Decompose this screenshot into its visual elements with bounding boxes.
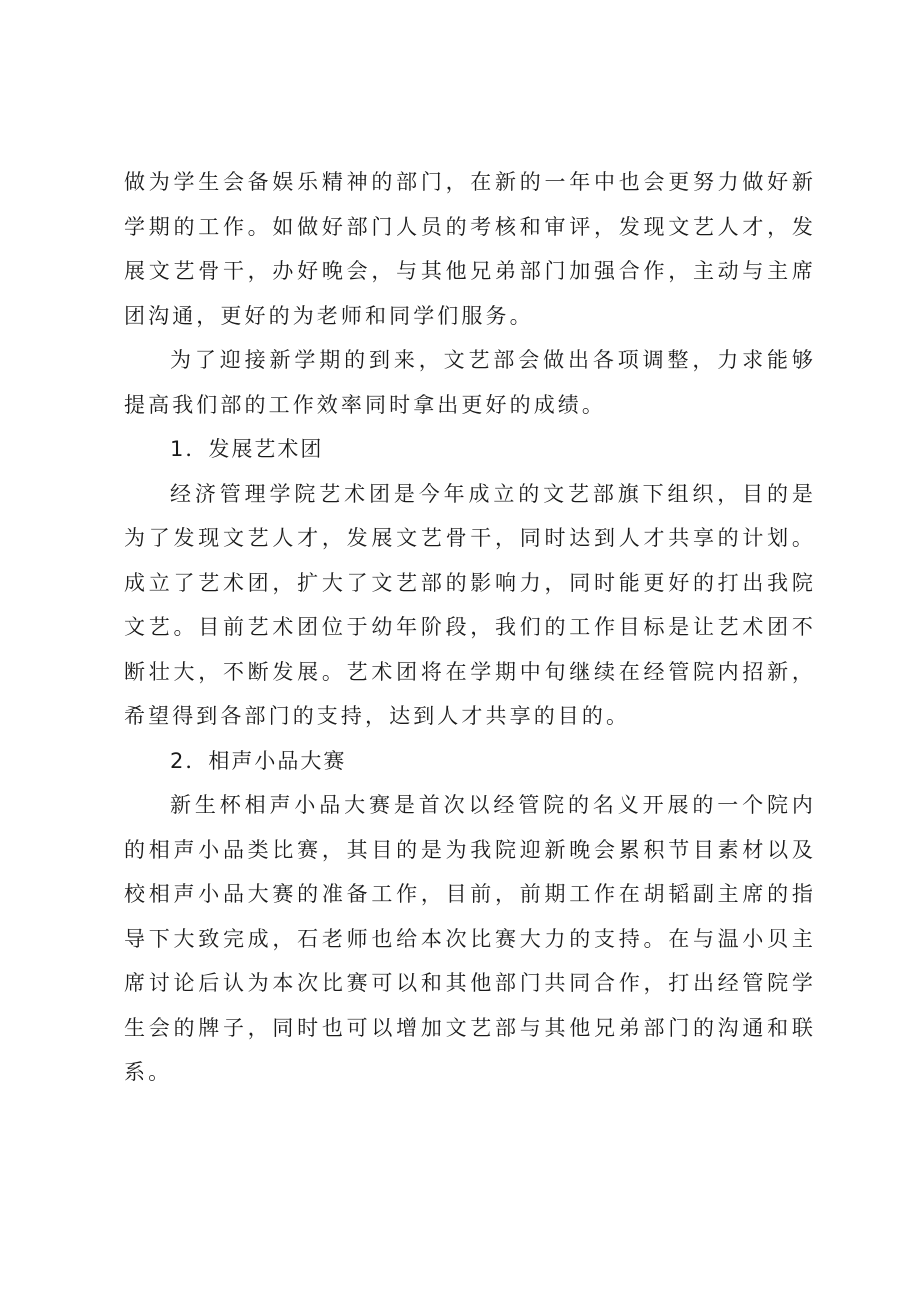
- paragraph-intro: 做为学生会备娱乐精神的部门，在新的一年中也会更努力做好新学期的工作。如做好部门人员的考核和审评，发现文艺人才，发展文艺骨干，办好晚会，与其他兄弟部门加强合作，主动与主席团沟通，更好的为老师和同学们服务。: [124, 170, 816, 328]
- paragraph-adjustments: 为了迎接新学期的到来，文艺部会做出各项调整，力求能够提高我们部的工作效率同时拿出更好的成绩。: [124, 348, 816, 417]
- paragraph-art-troupe: 经济管理学院艺术团是今年成立的文艺部旗下组织，目的是为了发现文艺人才，发展文艺骨干，同时达到人才共享的计划。成立了艺术团，扩大了文艺部的影响力，同时能更好的打出我院文艺。目前艺术团位于幼年阶段，我们的工作目标是让艺术团不断壮大，不断发展。艺术团将在学期中旬继续在经管院内招新，希望得到各部门的支持，达到人才共享的目的。: [124, 481, 816, 728]
- paragraph-comedy-contest: 新生杯相声小品大赛是首次以经管院的名义开展的一个院内的相声小品类比赛，其目的是为我院迎新晚会累积节目素材以及校相声小品大赛的准备工作，目前，前期工作在胡韬副主席的指导下大致完成，石老师也给本次比赛大力的支持。在与温小贝主席讨论后认为本次比赛可以和其他部门共同合作，打出经管院学生会的牌子，同时也可以增加文艺部与其他兄弟部门的沟通和联系。: [124, 793, 816, 1084]
- section-heading-comedy-contest: 2．相声小品大赛: [170, 748, 347, 773]
- section-heading-art-troupe: 1．发展艺术团: [170, 437, 324, 461]
- document-body: [124, 160, 816, 1095]
